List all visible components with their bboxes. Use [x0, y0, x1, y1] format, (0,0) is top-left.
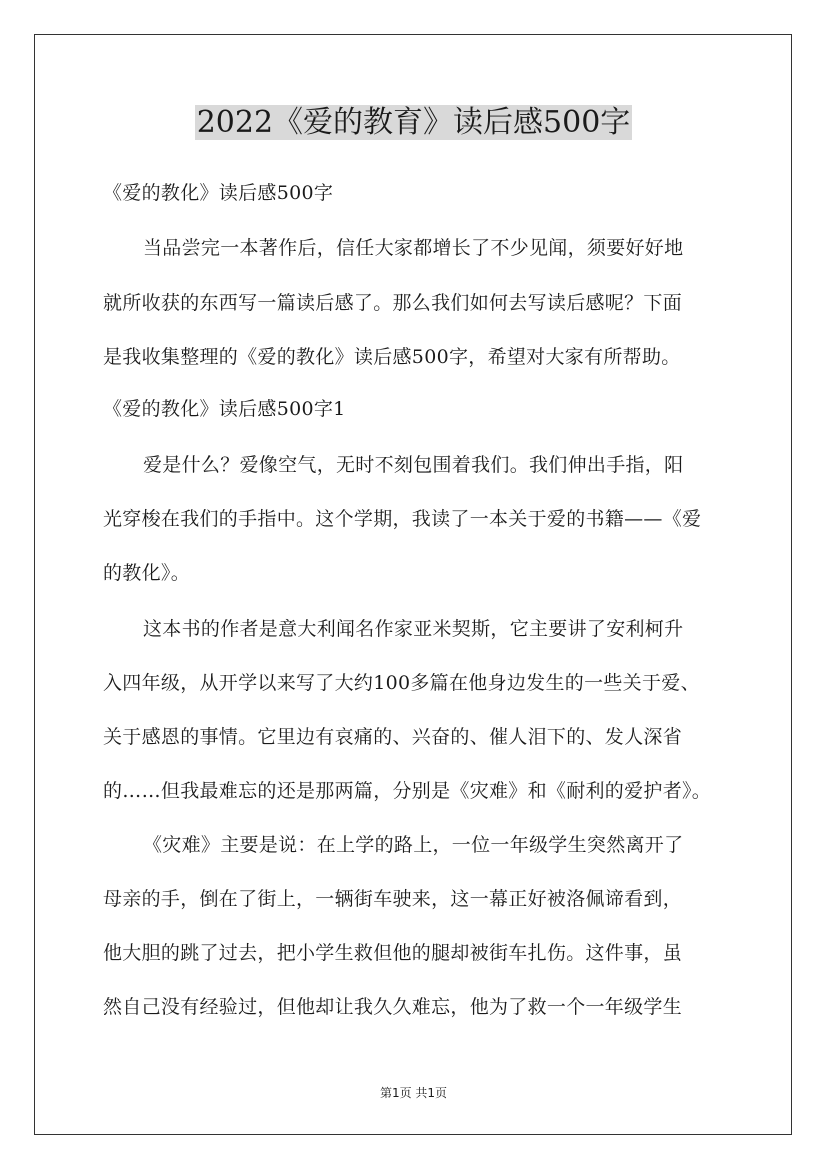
document-title	[0, 104, 827, 142]
subtitle-line: 《爱的教化》读后感500字	[103, 182, 334, 204]
body-line: 《灾难》主要是说：在上学的路上，一位一年级学生突然离开了	[143, 834, 684, 856]
body-line: 入四年级，从开学以来写了大约100多篇在他身边发生的一些关于爱、	[103, 672, 700, 694]
body-line: 的教化》。	[103, 562, 191, 584]
body-line: 的……但我最难忘的还是那两篇，分别是《灾难》和《耐利的爱护者》。	[103, 780, 712, 802]
body-line: 就所收获的东西写一篇读后感了。那么我们如何去写读后感呢？下面	[103, 292, 683, 314]
body-line: 爱是什么？爱像空气，无时不刻包围着我们。我们伸出手指，阳	[143, 454, 684, 476]
document-title-text: 2022《爱的教育》读后感500字	[196, 105, 631, 140]
section-heading: 《爱的教化》读后感500字1	[103, 398, 346, 420]
page-footer: 第1页 共1页	[379, 1086, 448, 1100]
body-line: 这本书的作者是意大利闻名作家亚米契斯，它主要讲了安利柯升	[143, 618, 684, 640]
body-line: 是我收集整理的《爱的教化》读后感500字，希望对大家有所帮助。	[103, 346, 681, 368]
body-line: 母亲的手，倒在了街上，一辆街车驶来，这一幕正好被洛佩谛看到，	[103, 888, 683, 910]
body-line: 光穿梭在我们的手指中。这个学期，我读了一本关于爱的书籍——《爱	[103, 508, 702, 530]
body-line: 当品尝完一本著作后，信任大家都增长了不少见闻，须要好好地	[143, 237, 684, 259]
body-line: 然自己没有经验过，但他却让我久久难忘，他为了救一个一年级学生	[103, 996, 683, 1018]
body-line: 关于感恩的事情。它里边有哀痛的、兴奋的、催人泪下的、发人深省	[103, 726, 683, 748]
body-line: 他大胆的跳了过去，把小学生救但他的腿却被街车扎伤。这件事，虽	[103, 942, 683, 964]
